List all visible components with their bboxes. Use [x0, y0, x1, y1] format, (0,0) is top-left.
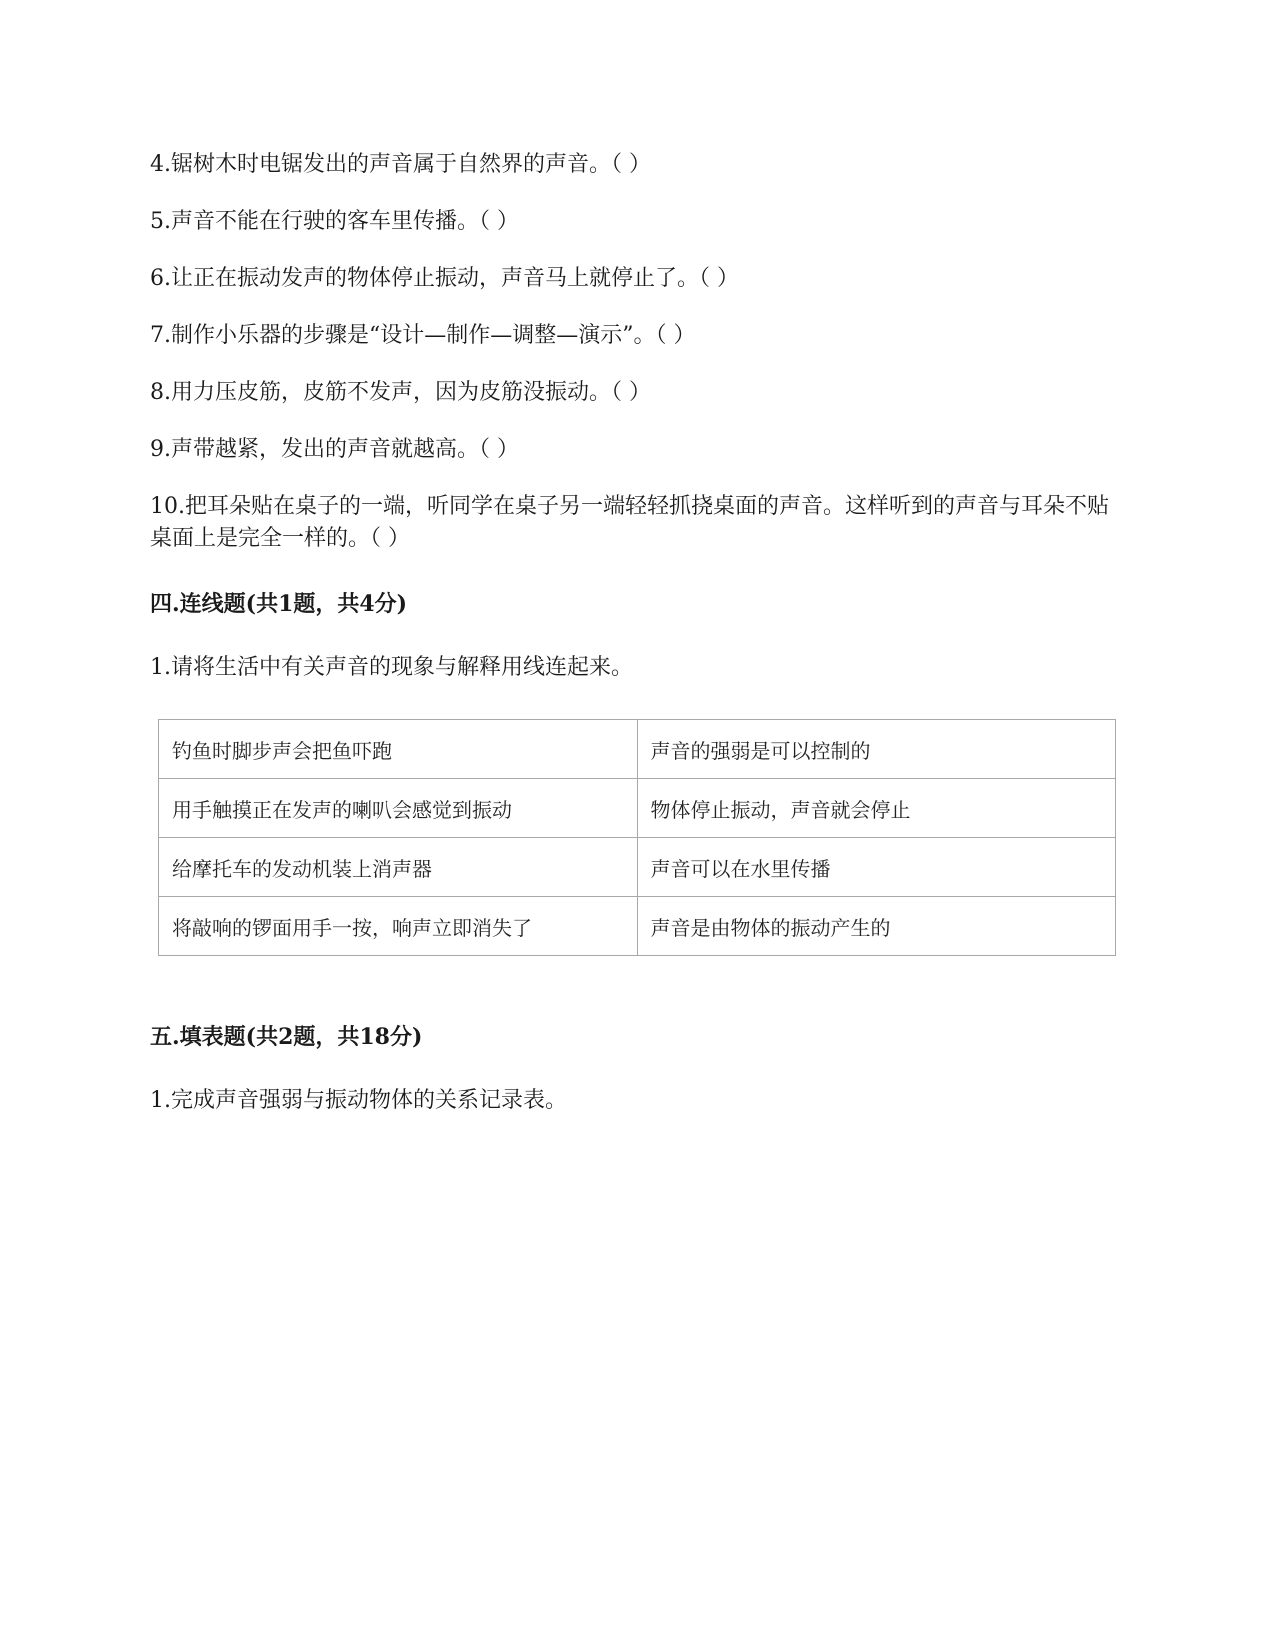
question-8: 8.用力压皮筋，皮筋不发声，因为皮筋没振动。（ ） — [150, 380, 651, 405]
section-5-question-1: 1.完成声音强弱与振动物体的关系记录表。 — [150, 1088, 567, 1113]
phenomenon-cell: 将敲响的锣面用手一按，响声立即消失了 — [159, 897, 638, 956]
explanation-cell: 声音可以在水里传播 — [637, 838, 1116, 897]
explanation-cell: 声音的强弱是可以控制的 — [637, 720, 1116, 779]
section-4-question-1: 1.请将生活中有关声音的现象与解释用线连起来。 — [150, 655, 633, 680]
phenomenon-cell: 给摩托车的发动机装上消声器 — [159, 838, 638, 897]
table-row — [159, 897, 1116, 956]
question-9: 9.声带越紧，发出的声音就越高。（ ） — [150, 437, 519, 462]
table-row — [159, 720, 1116, 779]
phenomenon-cell: 钓鱼时脚步声会把鱼吓跑 — [159, 720, 638, 779]
question-10: 10.把耳朵贴在桌子的一端，听同学在桌子另一端轻轻抓挠桌面的声音。这样听到的声音与耳朵不贴桌面上是完全一样的。（ ） — [150, 494, 1109, 551]
phenomenon-cell: 用手触摸正在发声的喇叭会感觉到振动 — [159, 779, 638, 838]
question-4: 4.锯树木时电锯发出的声音属于自然界的声音。（ ） — [150, 152, 651, 177]
explanation-cell: 声音是由物体的振动产生的 — [637, 897, 1116, 956]
section-4-title: 四.连线题(共1题，共4分) — [150, 591, 408, 617]
question-7: 7.制作小乐器的步骤是“设计—制作—调整—演示”。（ ） — [150, 323, 696, 348]
question-5: 5.声音不能在行驶的客车里传播。（ ） — [150, 209, 519, 234]
question-6: 6.让正在振动发声的物体停止振动，声音马上就停止了。（ ） — [150, 266, 739, 291]
explanation-cell: 物体停止振动，声音就会停止 — [637, 779, 1116, 838]
section-5-title: 五.填表题(共2题，共18分) — [150, 1024, 423, 1050]
matching-table — [158, 719, 1116, 956]
table-row — [159, 779, 1116, 838]
table-row — [159, 838, 1116, 897]
